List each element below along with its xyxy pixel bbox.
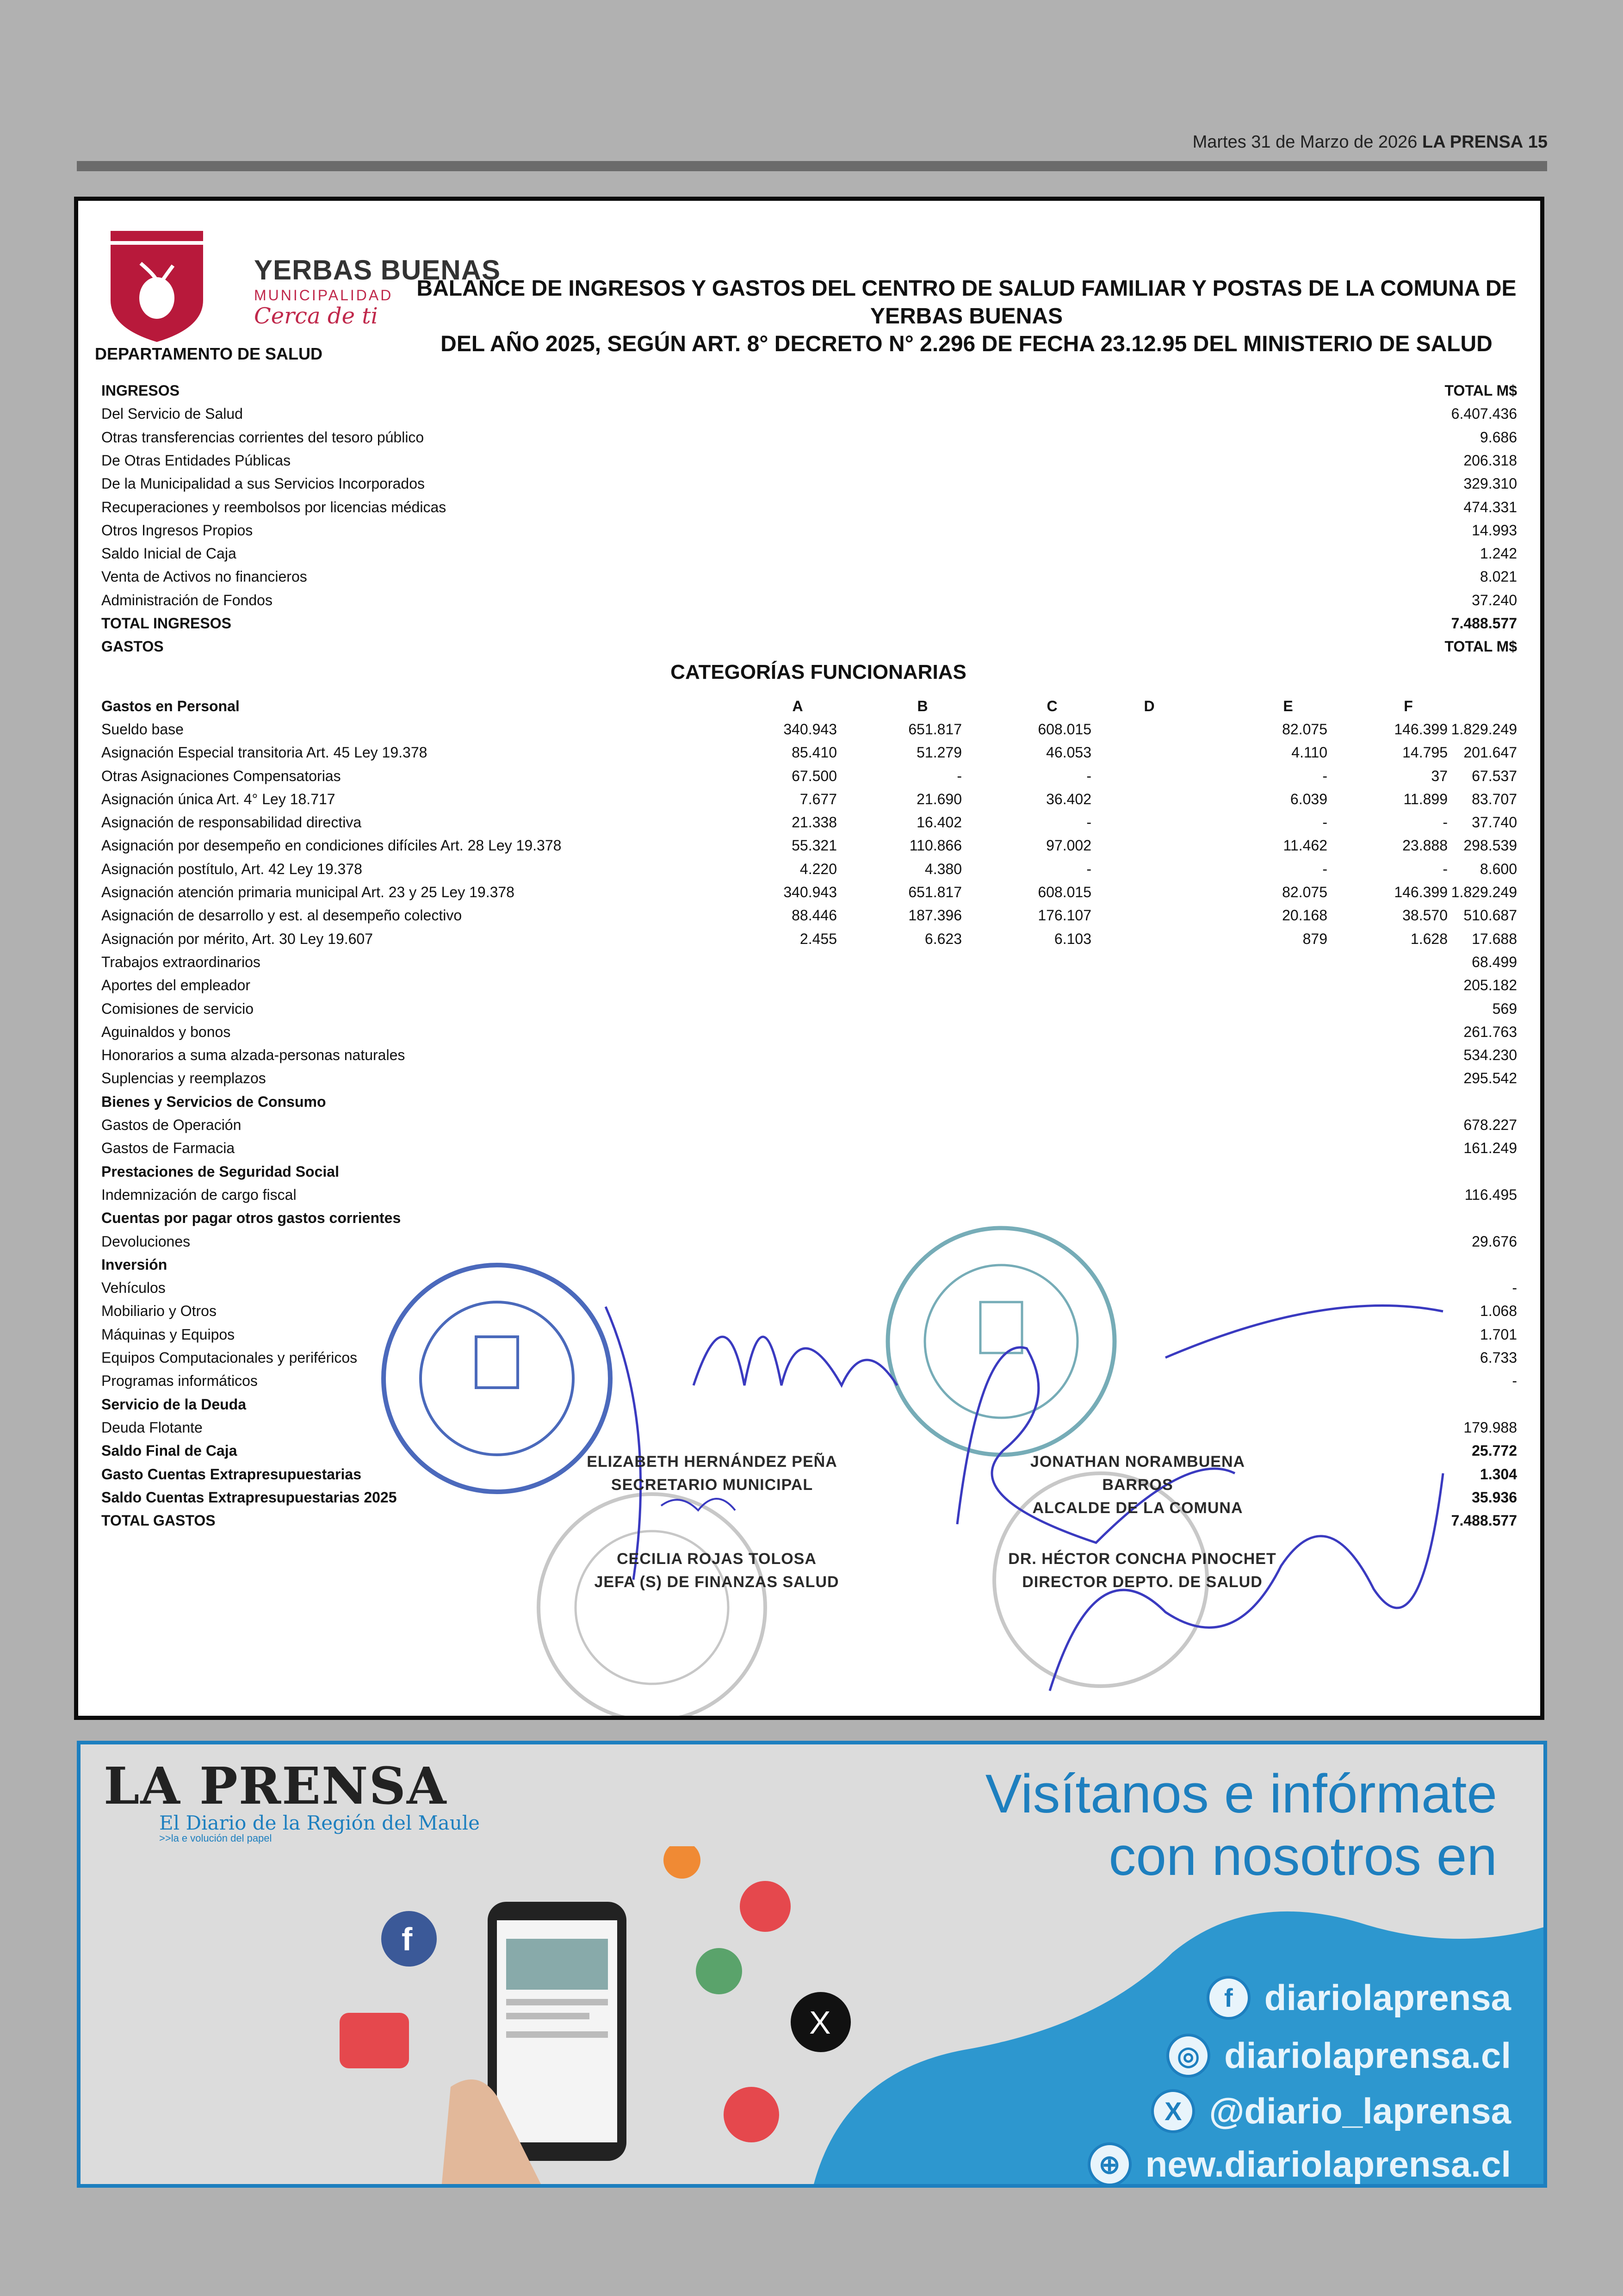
personal-row [101, 811, 1517, 834]
cell-a: 67.500 [792, 767, 837, 784]
signature-block-director [1004, 1547, 1281, 1594]
social-link-x[interactable] [1151, 2089, 1511, 2133]
social-link-facebook[interactable] [1207, 1976, 1511, 2020]
row-total: 1.829.249 [1451, 720, 1517, 738]
la-prensa-advertisement [77, 1741, 1547, 2188]
row-total: 569 [1492, 1000, 1517, 1017]
cell-a: 55.321 [792, 837, 837, 854]
gastos-row [101, 997, 1517, 1020]
cell-f: - [1443, 814, 1448, 831]
ad-logo: LA PRENSA [104, 1756, 447, 1816]
row-total: 1.829.249 [1451, 884, 1517, 900]
header-paper: LA PRENSA [1422, 132, 1524, 152]
personal-row [101, 927, 1517, 950]
ad-tagline: El Diario de la Región del Maule [159, 1812, 480, 1834]
signature-block-secretario [578, 1450, 846, 1496]
department-label: DEPARTAMENTO DE SALUD [95, 344, 323, 363]
instagram-icon: ◎ [1166, 2034, 1210, 2078]
total-header: TOTAL M$ [1444, 638, 1517, 655]
personal-row [101, 718, 1517, 741]
phone-and-social-illustration [303, 1846, 858, 2188]
x-icon: X [1151, 2089, 1195, 2133]
cell-f: 11.899 [1403, 790, 1448, 807]
gastos-row [101, 1416, 1517, 1439]
row-label: Suplencias y reemplazos [101, 1070, 266, 1087]
gastos-row [101, 974, 1517, 997]
row-label: Inversión [101, 1256, 167, 1273]
cell-a: 2.455 [799, 930, 837, 947]
cell-e: 11.462 [1283, 837, 1327, 854]
cell-b: 110.866 [909, 837, 962, 854]
social-link-globe[interactable] [1088, 2142, 1511, 2186]
row-label: Asignación atención primaria municipal Art. 23 y 25 Ley 19.378 [101, 884, 514, 900]
cell-b: - [957, 767, 962, 784]
document-title [402, 275, 1531, 358]
heart-bubble-icon [340, 2013, 409, 2068]
cell-e: - [1322, 767, 1327, 784]
svg-text:X: X [809, 2004, 831, 2041]
gastos-row [101, 1113, 1517, 1136]
personal-row [101, 881, 1517, 904]
cell-f: 1.628 [1410, 930, 1448, 947]
facebook-icon: f [1207, 1976, 1251, 2020]
row-label: TOTAL GASTOS [101, 1512, 216, 1529]
row-label: Equipos Computacionales y periféricos [101, 1349, 358, 1366]
row-label: Prestaciones de Seguridad Social [101, 1163, 339, 1180]
row-total: 206.318 [1463, 452, 1517, 469]
cell-c: - [1086, 767, 1091, 784]
page-header [1193, 132, 1548, 152]
row-label: Saldo Cuentas Extrapresupuestarias 2025 [101, 1489, 397, 1506]
ingresos-row [101, 449, 1517, 472]
cell-e: 6.039 [1290, 790, 1327, 807]
logo-slogan: Cerca de ti [254, 303, 378, 329]
globe-icon: ⊕ [1088, 2142, 1132, 2186]
row-label: Saldo Inicial de Caja [101, 545, 236, 562]
cell-a: 340.943 [783, 884, 837, 900]
gastos-section-row [101, 1509, 1517, 1532]
gastos-row [101, 1183, 1517, 1206]
gastos-row [101, 1276, 1517, 1299]
gastos-row [101, 1299, 1517, 1322]
row-total: 261.763 [1463, 1023, 1517, 1040]
header-page-number: 15 [1528, 132, 1548, 152]
column-header-b: B [917, 697, 928, 714]
cell-e: 82.075 [1282, 720, 1327, 738]
row-total: 295.542 [1463, 1070, 1517, 1087]
total-ingresos-value: 7.488.577 [1451, 615, 1517, 632]
gastos-section-row [101, 1160, 1517, 1183]
row-total: 83.707 [1472, 790, 1517, 807]
row-total: 474.331 [1463, 498, 1517, 515]
gastos-section-row [101, 1393, 1517, 1416]
row-label: Asignación de desarrollo y est. al desempeño colectivo [101, 907, 462, 924]
row-label: Servicio de la Deuda [101, 1396, 247, 1413]
cell-f: 146.399 [1394, 720, 1448, 738]
row-total: 29.676 [1472, 1233, 1517, 1250]
personal-header-row [101, 695, 1517, 718]
cell-b: 51.279 [917, 744, 962, 761]
signer-role: JEFA (S) DE FINANZAS SALUD [594, 1573, 839, 1591]
signature-block-alcalde [994, 1450, 1281, 1520]
row-label: Mobiliario y Otros [101, 1303, 217, 1320]
personal-header: Gastos en Personal [101, 697, 240, 714]
row-total: 205.182 [1463, 977, 1517, 994]
row-total: 298.539 [1463, 837, 1517, 854]
row-total: 37.240 [1472, 591, 1517, 608]
cell-c: 36.402 [1046, 790, 1091, 807]
cell-b: 21.690 [917, 790, 962, 807]
row-total: 37.740 [1472, 814, 1517, 831]
row-total: 8.021 [1480, 568, 1517, 585]
personal-row [101, 834, 1517, 857]
gastos-section-row [101, 1206, 1517, 1229]
like-bubble-icon [696, 1948, 742, 1994]
signer-role: SECRETARIO MUNICIPAL [611, 1476, 813, 1494]
row-total: 8.600 [1480, 860, 1517, 877]
cell-e: - [1322, 860, 1327, 877]
ingresos-row [101, 519, 1517, 542]
row-label: Deuda Flotante [101, 1419, 203, 1436]
row-total: 116.495 [1464, 1186, 1517, 1203]
row-label: Saldo Final de Caja [101, 1442, 237, 1459]
gastos-row [101, 1230, 1517, 1253]
cell-a: 88.446 [792, 907, 837, 924]
social-link-instagram[interactable] [1166, 2034, 1511, 2078]
cell-c: 608.015 [1038, 720, 1091, 738]
public-notice-frame [74, 197, 1544, 1720]
row-label: Devoluciones [101, 1233, 191, 1250]
row-label: Trabajos extraordinarios [101, 953, 260, 970]
municipal-shield-logo [97, 231, 254, 342]
ingresos-header: INGRESOS [101, 382, 180, 399]
gastos-row [101, 1346, 1517, 1369]
share-bubble-icon [663, 1846, 700, 1879]
row-label: Asignación postítulo, Art. 42 Ley 19.378 [101, 860, 362, 877]
row-total: 7.488.577 [1451, 1512, 1517, 1529]
cell-f: 37 [1431, 767, 1448, 784]
row-total: 67.537 [1472, 767, 1517, 784]
row-label: Bienes y Servicios de Consumo [101, 1093, 326, 1110]
cell-b: 651.817 [908, 884, 962, 900]
signer-name: ELIZABETH HERNÁNDEZ PEÑA [587, 1453, 837, 1471]
cell-f: - [1443, 860, 1448, 877]
total-ingresos-label: TOTAL INGRESOS [101, 615, 231, 632]
column-header-a: A [792, 697, 803, 714]
gastos-row [101, 1043, 1517, 1067]
row-total: 9.686 [1480, 428, 1517, 446]
row-label: Aguinaldos y bonos [101, 1023, 231, 1040]
signer-role: DIRECTOR DEPTO. DE SALUD [1022, 1573, 1263, 1591]
total-ingresos-row [101, 612, 1517, 635]
categories-title: CATEGORÍAS FUNCIONARIAS [670, 660, 966, 683]
row-total: 510.687 [1463, 907, 1517, 924]
gastos-row [101, 1323, 1517, 1346]
personal-row [101, 857, 1517, 881]
row-label: Máquinas y Equipos [101, 1326, 235, 1343]
row-label: Sueldo base [101, 720, 184, 738]
cell-a: 85.410 [792, 744, 837, 761]
ingresos-row [101, 472, 1517, 495]
notification-bubble-icon [740, 1881, 791, 1932]
row-label: Otros Ingresos Propios [101, 521, 253, 539]
row-label: Programas informáticos [101, 1372, 258, 1390]
ad-headline-line-1: Visítanos e infórmate [985, 1763, 1497, 1824]
gastos-row [101, 1369, 1517, 1392]
row-label: Otras Asignaciones Compensatorias [101, 767, 341, 784]
ingresos-row [101, 496, 1517, 519]
cell-b: 4.380 [924, 860, 962, 877]
cell-c: 608.015 [1038, 884, 1091, 900]
gastos-row [101, 1136, 1517, 1160]
cell-e: 879 [1302, 930, 1327, 947]
cell-e: 20.168 [1282, 907, 1327, 924]
row-label: Asignación única Art. 4° Ley 18.717 [101, 790, 335, 807]
cell-b: 16.402 [917, 814, 962, 831]
column-header-f: F [1404, 697, 1413, 714]
row-label: Cuentas por pagar otros gastos corrientes [101, 1210, 401, 1227]
signer-role: ALCALDE DE LA COMUNA [1032, 1499, 1243, 1517]
gastos-section-row [101, 1253, 1517, 1276]
ingresos-header-row [101, 379, 1517, 402]
cell-f: 38.570 [1402, 907, 1448, 924]
cell-e: - [1322, 814, 1327, 831]
row-total: 25.772 [1472, 1442, 1517, 1459]
row-label: Asignación de responsabilidad directiva [101, 814, 362, 831]
cell-e: 4.110 [1291, 744, 1327, 761]
row-label: Gastos de Operación [101, 1117, 242, 1133]
cell-c: 176.107 [1038, 907, 1091, 924]
header-rule [77, 161, 1547, 171]
personal-row [101, 904, 1517, 927]
row-label: Comisiones de servicio [101, 1000, 254, 1017]
social-link-text: new.diariolaprensa.cl [1145, 2144, 1511, 2184]
cell-c: - [1086, 860, 1091, 877]
gastos-header-row [101, 635, 1517, 658]
row-total: 678.227 [1463, 1117, 1517, 1133]
cell-b: 6.623 [924, 930, 962, 947]
row-label: Asignación por mérito, Art. 30 Ley 19.607 [101, 930, 373, 947]
row-total: 6.733 [1480, 1349, 1517, 1366]
ad-subtagline: >>la e volución del papel [159, 1832, 272, 1844]
row-label: Indemnización de cargo fiscal [101, 1186, 297, 1203]
row-label: Venta de Activos no financieros [101, 568, 307, 585]
title-line-2: DEL AÑO 2025, SEGÚN ART. 8° DECRETO N° 2.296 DE FECHA 23.12.95 DEL MINISTERIO DE SALUD [440, 332, 1493, 356]
gastos-row [101, 1020, 1517, 1043]
logo-subtitle: MUNICIPALIDAD [254, 287, 393, 304]
row-total: 1.701 [1480, 1326, 1517, 1343]
row-label: Honorarios a suma alzada-personas naturales [101, 1047, 405, 1064]
personal-row [101, 741, 1517, 764]
row-total: 179.988 [1463, 1419, 1517, 1436]
cell-f: 23.888 [1402, 837, 1448, 854]
row-label: Asignación Especial transitoria Art. 45 Ley 19.378 [101, 744, 427, 761]
cell-e: 82.075 [1282, 884, 1327, 900]
social-link-text: diariolaprensa.cl [1224, 2035, 1511, 2076]
signer-name: DR. HÉCTOR CONCHA PINOCHET [1008, 1550, 1276, 1568]
ingresos-row [101, 565, 1517, 588]
row-total: 6.407.436 [1451, 405, 1517, 422]
ingresos-row [101, 426, 1517, 449]
row-label: Vehículos [101, 1279, 166, 1297]
cell-f: 14.795 [1402, 744, 1448, 761]
row-total: - [1512, 1372, 1517, 1390]
row-label: Gasto Cuentas Extrapresupuestarias [101, 1465, 361, 1483]
row-total: - [1512, 1279, 1517, 1297]
gastos-section-row [101, 1090, 1517, 1113]
row-total: 534.230 [1463, 1047, 1517, 1064]
row-label: Asignación por desempeño en condiciones difíciles Art. 28 Ley 19.378 [101, 837, 562, 854]
row-total: 1.304 [1480, 1465, 1517, 1483]
gastos-row [101, 1067, 1517, 1090]
column-header-d: D [1144, 697, 1155, 714]
row-label: Recuperaciones y reembolsos por licencias médicas [101, 498, 446, 515]
cell-b: 651.817 [908, 720, 962, 738]
ingresos-row [101, 402, 1517, 425]
signer-name: CECILIA ROJAS TOLOSA [617, 1550, 817, 1568]
row-total: 1.068 [1480, 1303, 1517, 1320]
signer-name: JONATHAN NORAMBUENA BARROS [1030, 1453, 1245, 1494]
cell-a: 340.943 [783, 720, 837, 738]
row-total: 201.647 [1463, 744, 1517, 761]
personal-row [101, 788, 1517, 811]
column-header-e: E [1283, 697, 1293, 714]
cell-c: 46.053 [1046, 744, 1091, 761]
logo-name: YERBAS BUENAS [254, 254, 501, 285]
cell-c: - [1086, 814, 1091, 831]
gastos-header: GASTOS [101, 638, 164, 655]
social-link-text: @diario_laprensa [1209, 2091, 1511, 2131]
cell-c: 6.103 [1054, 930, 1091, 947]
row-label: De la Municipalidad a sus Servicios Incorporados [101, 475, 425, 492]
row-total: 329.310 [1463, 475, 1517, 492]
row-total: 1.242 [1480, 545, 1517, 562]
row-total: 14.993 [1472, 521, 1517, 539]
ad-headline-line-2: con nosotros en [1109, 1826, 1497, 1887]
row-total: 161.249 [1463, 1140, 1517, 1157]
svg-text:f: f [402, 1921, 413, 1957]
cell-a: 7.677 [799, 790, 837, 807]
cell-f: 146.399 [1394, 884, 1448, 900]
row-label: Aportes del empleador [101, 977, 250, 994]
row-label: De Otras Entidades Públicas [101, 452, 291, 469]
cell-a: 21.338 [792, 814, 837, 831]
ad-headline [985, 1763, 1497, 1888]
play-bubble-icon [724, 2087, 779, 2142]
ingresos-row [101, 542, 1517, 565]
personal-row [101, 764, 1517, 788]
cell-a: 4.220 [799, 860, 837, 877]
signature-block-finanzas [587, 1547, 846, 1594]
column-header-c: C [1047, 697, 1058, 714]
title-line-1: BALANCE DE INGRESOS Y GASTOS DEL CENTRO DE SALUD FAMILIAR Y POSTAS DE LA COMUNA DE YERBAS BUENAS [416, 276, 1517, 329]
social-link-text: diariolaprensa [1264, 1977, 1511, 2018]
row-label: Administración de Fondos [101, 591, 273, 608]
row-label: Otras transferencias corrientes del tesoro público [101, 428, 424, 446]
row-label: Gastos de Farmacia [101, 1140, 235, 1157]
ingresos-row [101, 589, 1517, 612]
row-total: 68.499 [1472, 953, 1517, 970]
total-header: TOTAL M$ [1444, 382, 1517, 399]
row-total: 17.688 [1472, 930, 1517, 947]
cell-c: 97.002 [1046, 837, 1091, 854]
header-date: Martes 31 de Marzo de 2026 [1192, 132, 1418, 152]
cell-b: 187.396 [908, 907, 962, 924]
row-total: 35.936 [1472, 1489, 1517, 1506]
row-label: Del Servicio de Salud [101, 405, 243, 422]
gastos-row [101, 950, 1517, 974]
